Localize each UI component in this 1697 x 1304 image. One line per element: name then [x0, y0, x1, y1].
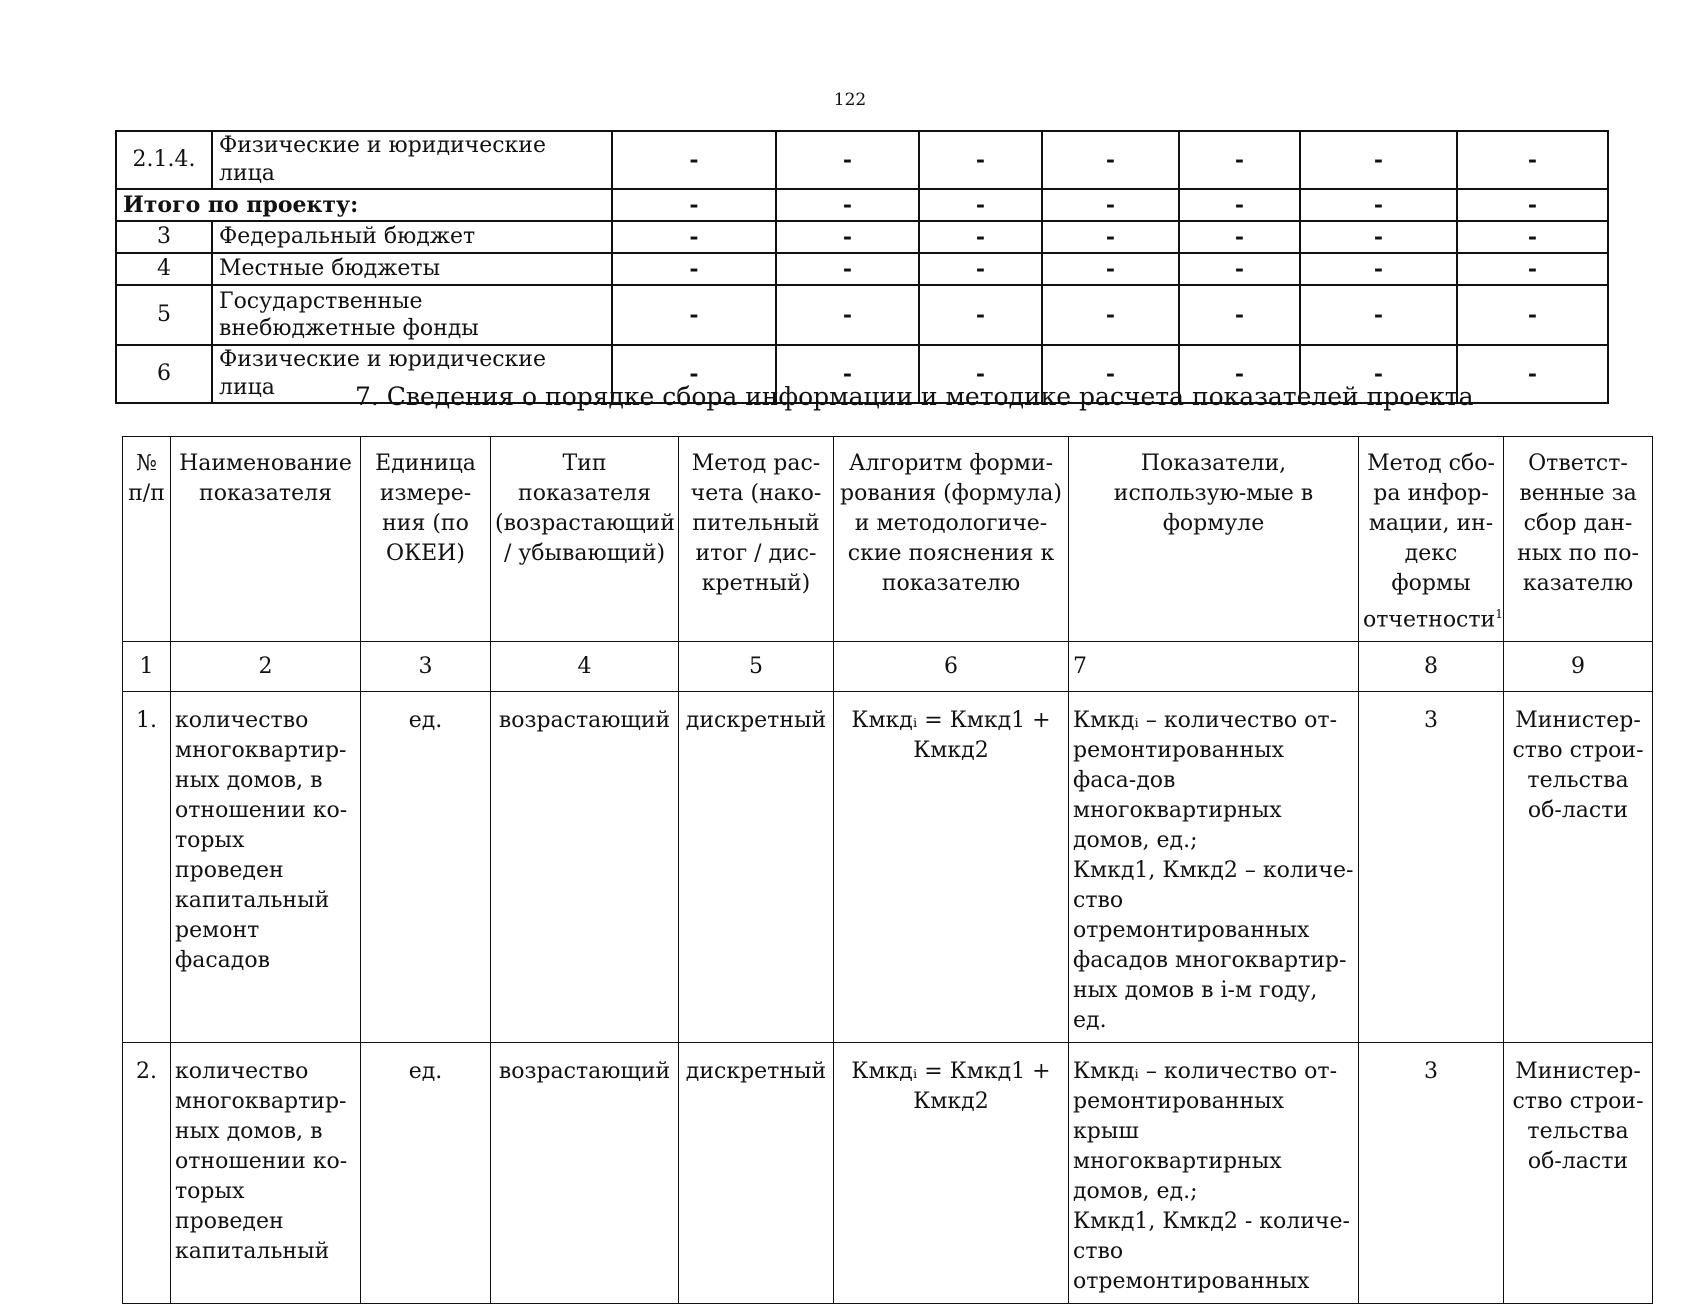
finance-value-cell: - [1300, 253, 1457, 285]
finance-value-cell: - [1042, 221, 1179, 253]
row-formula: Кмкдᵢ = Кмкд1 + Кмкд2 [834, 692, 1069, 1043]
header-collection [1359, 437, 1504, 642]
column-number: 1 [123, 642, 171, 692]
row-method: дискретный [679, 692, 834, 1043]
finance-value-cell: - [1042, 253, 1179, 285]
column-number: 3 [361, 642, 491, 692]
finance-table-body [116, 131, 1608, 403]
header-formula: Алгоритм форми-рования (формула) и методологиче-ские пояснения к показателю [834, 437, 1069, 642]
row-responsible: Министер-ство строи-тельства об-ласти [1504, 1043, 1653, 1304]
finance-value-cell: - [1457, 189, 1608, 221]
finance-value-cell: - [919, 253, 1042, 285]
row-num: 2. [123, 1043, 171, 1304]
finance-value-cell: - [1300, 131, 1457, 189]
finance-value-cell: - [776, 189, 919, 221]
header-unit: Единица измере-ния (по ОКЕИ) [361, 437, 491, 642]
row-collection: 3 [1359, 1043, 1504, 1304]
finance-total-label: Итого по проекту: [116, 189, 612, 221]
row-collection: 3 [1359, 692, 1504, 1043]
finance-value-cell: - [1457, 253, 1608, 285]
finance-row-label: Местные бюджеты [212, 253, 612, 285]
finance-row-label: Государственные внебюджетные фонды [212, 285, 612, 345]
row-indicators: Кмкдᵢ – количество от-ремонтированных крыш многоквартирных домов, ед.; Кмкд1, Кмкд2 - количе-ство отремонтированных [1069, 1043, 1359, 1304]
finance-row-label: Физические и юридические лица [212, 345, 612, 403]
header-responsible: Ответст-венные за сбор дан-ных по по-казателю [1504, 437, 1653, 642]
finance-value-cell: - [1042, 189, 1179, 221]
footnote-mark: 1 [1495, 607, 1503, 621]
finance-value-cell: - [1300, 285, 1457, 345]
finance-value-cell: - [776, 345, 919, 403]
table-row [123, 692, 1653, 1043]
finance-value-cell: - [1042, 131, 1179, 189]
finance-value-cell: - [1179, 285, 1300, 345]
finance-value-cell: - [1042, 345, 1179, 403]
finance-value-cell: - [1457, 221, 1608, 253]
finance-table [115, 130, 1609, 404]
row-unit: ед. [361, 1043, 491, 1304]
column-number: 4 [491, 642, 679, 692]
finance-value-cell: - [1457, 345, 1608, 403]
finance-value-cell: - [919, 285, 1042, 345]
column-number: 6 [834, 642, 1069, 692]
row-type: возрастающий [491, 1043, 679, 1304]
column-number: 5 [679, 642, 834, 692]
row-formula: Кмкдᵢ = Кмкд1 + Кмкд2 [834, 1043, 1069, 1304]
header-num: № п/п [123, 437, 171, 642]
indicator-table [122, 436, 1653, 1304]
row-responsible: Министер-ство строи-тельства об-ласти [1504, 692, 1653, 1043]
column-number: 2 [171, 642, 361, 692]
row-name: количество многоквартир-ных домов, в отношении ко-торых проведен капитальный [171, 1043, 361, 1304]
section-title: 7. Сведения о порядке сбора информации и методике расчета показателей проекта [355, 382, 1474, 411]
finance-value-cell: - [1179, 131, 1300, 189]
column-number-row [123, 642, 1653, 692]
finance-row-num: 3 [116, 221, 212, 253]
finance-value-cell: - [919, 221, 1042, 253]
table-header-row [123, 437, 1653, 642]
finance-row-label: Физические и юридические лица [212, 131, 612, 189]
finance-value-cell: - [776, 253, 919, 285]
finance-value-cell: - [1179, 253, 1300, 285]
finance-row-num: 6 [116, 345, 212, 403]
column-number: 8 [1359, 642, 1504, 692]
row-method: дискретный [679, 1043, 834, 1304]
finance-row [116, 253, 1608, 285]
finance-row [116, 189, 1608, 221]
header-collection-label: Метод сбо-ра инфор-мации, ин-декс формы отчетности [1363, 451, 1496, 633]
row-num: 1. [123, 692, 171, 1043]
finance-value-cell: - [1300, 221, 1457, 253]
finance-row-num: 5 [116, 285, 212, 345]
finance-row-num: 4 [116, 253, 212, 285]
finance-value-cell: - [776, 131, 919, 189]
finance-value-cell: - [776, 285, 919, 345]
finance-value-cell: - [612, 345, 776, 403]
finance-value-cell: - [1457, 131, 1608, 189]
finance-value-cell: - [1457, 285, 1608, 345]
column-number: 9 [1504, 642, 1653, 692]
row-indicators: Кмкдᵢ – количество от-ремонтированных фаса-дов многоквартирных домов, ед.; Кмкд1, Кмкд2 – количе-ство отремонтированных фасадов многоквартир-ных домов в i-м году, ед. [1069, 692, 1359, 1043]
page-number: 122 [833, 90, 867, 110]
finance-value-cell: - [776, 221, 919, 253]
finance-row-num: 2.1.4. [116, 131, 212, 189]
finance-value-cell: - [1300, 189, 1457, 221]
header-type: Тип показателя (возрастающий / убывающий) [491, 437, 679, 642]
finance-value-cell: - [919, 189, 1042, 221]
finance-value-cell: - [1300, 345, 1457, 403]
finance-value-cell: - [919, 131, 1042, 189]
header-method: Метод рас-чета (нако-пительный итог / дис-кретный) [679, 437, 834, 642]
finance-value-cell: - [1179, 221, 1300, 253]
finance-value-cell: - [612, 189, 776, 221]
row-name: количество многоквартир-ных домов, в отношении ко-торых проведен капитальный ремонт фасадов [171, 692, 361, 1043]
column-number: 7 [1069, 642, 1359, 692]
finance-value-cell: - [612, 253, 776, 285]
finance-value-cell: - [919, 345, 1042, 403]
finance-value-cell: - [1042, 285, 1179, 345]
finance-value-cell: - [612, 221, 776, 253]
finance-row [116, 285, 1608, 345]
row-type: возрастающий [491, 692, 679, 1043]
finance-value-cell: - [612, 285, 776, 345]
finance-value-cell: - [612, 131, 776, 189]
header-indicators: Показатели, использую-мые в формуле [1069, 437, 1359, 642]
row-unit: ед. [361, 692, 491, 1043]
header-name: Наименование показателя [171, 437, 361, 642]
finance-value-cell: - [1179, 189, 1300, 221]
finance-row [116, 131, 1608, 189]
finance-value-cell: - [1179, 345, 1300, 403]
finance-row-label: Федеральный бюджет [212, 221, 612, 253]
finance-row [116, 221, 1608, 253]
table-row [123, 1043, 1653, 1304]
